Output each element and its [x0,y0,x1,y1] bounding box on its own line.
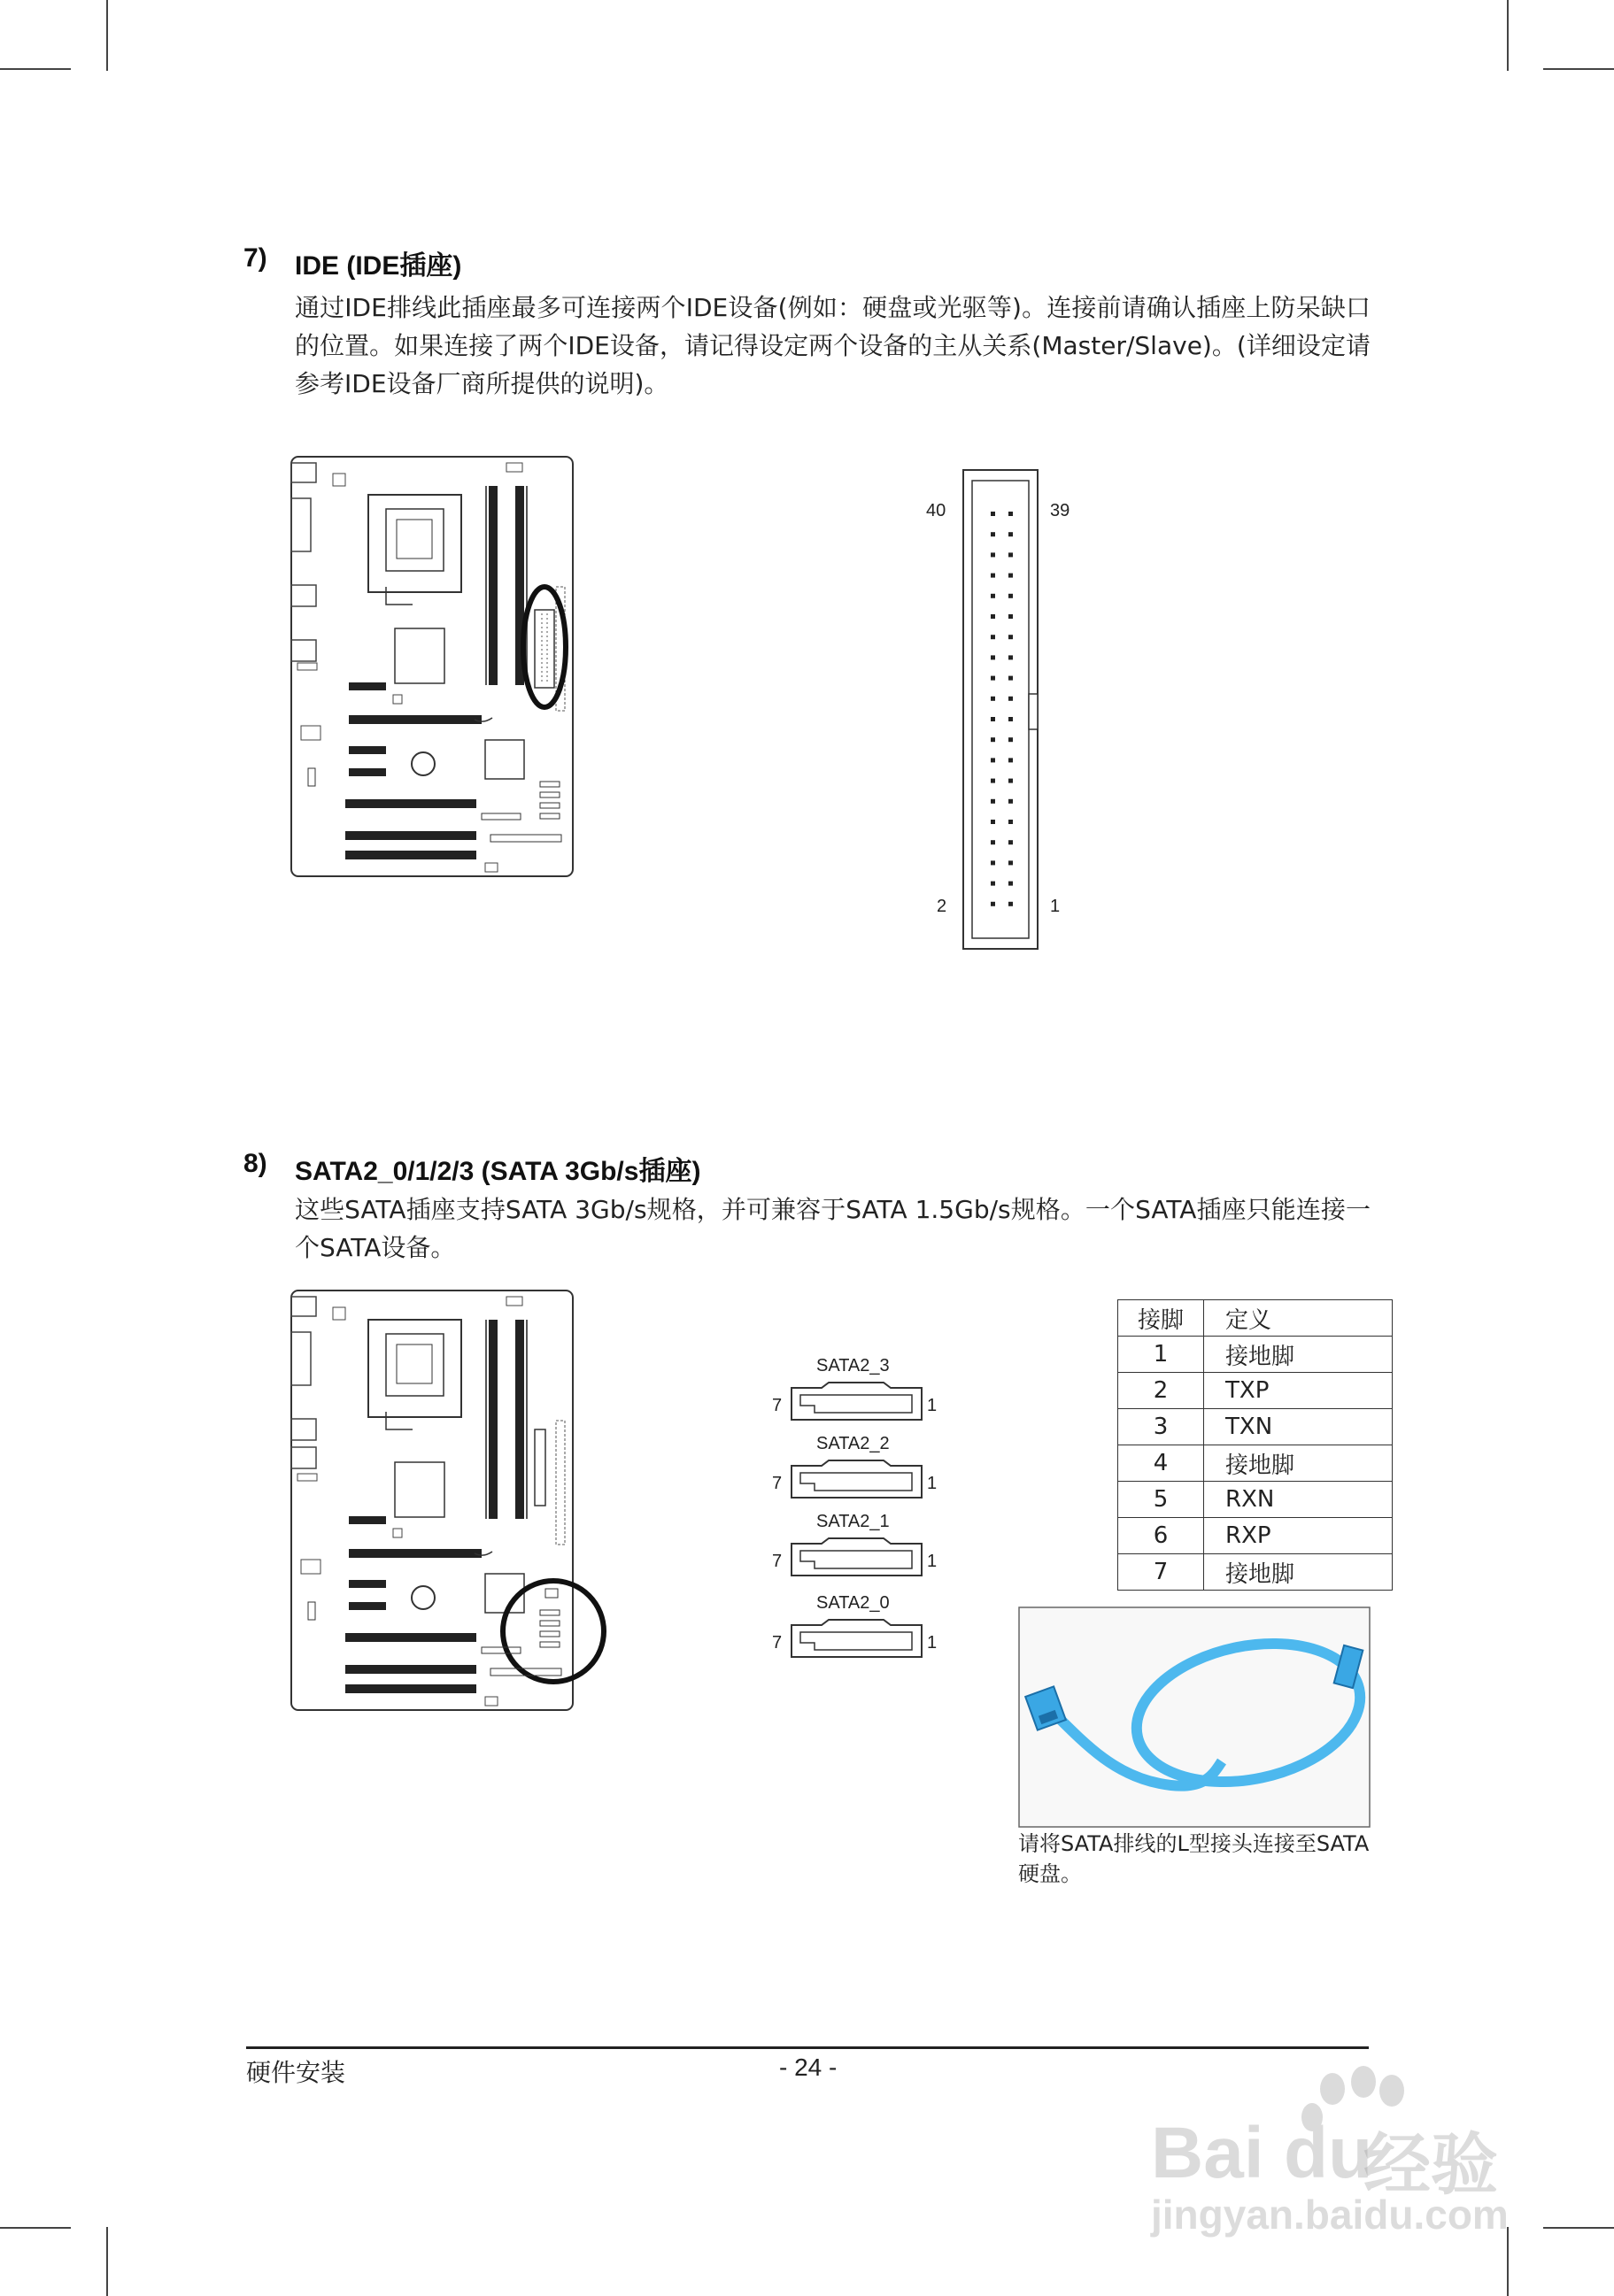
pin-number-cell: 6 [1118,1518,1204,1554]
sata-pin-1-label: 1 [927,1396,938,1415]
watermark-text: 经验 jingyan.baidu.com [1151,2125,1509,2238]
section-8-paragraph: 这些SATA插座支持SATA 3Gb/s规格，并可兼容于SATA 1.5Gb/s规格。一个SATA插座只能连接一个SATA设备。 [295,1195,1371,1262]
ide-pin [991,717,995,721]
crop-mark [0,68,71,70]
ide-pin [991,820,995,824]
pin-definition-cell: RXN [1204,1482,1393,1518]
ide-pin [1008,697,1013,701]
pin-number-cell: 3 [1118,1409,1204,1445]
pin-number-cell: 7 [1118,1554,1204,1591]
table-row [1118,1445,1393,1482]
page-number: - 24 - [779,2053,838,2081]
ide-pin-1-label: 1 [1050,897,1061,916]
sata-pin-1-label: 1 [927,1474,938,1493]
pin-definition-cell: TXP [1204,1373,1393,1409]
ide-pin [991,614,995,619]
pin-number-cell: 5 [1118,1482,1204,1518]
ide-pin [991,902,995,906]
ide-pin-40-label: 40 [926,501,946,520]
ide-pin [1008,779,1013,783]
table-row [1118,1518,1393,1554]
sata-pin-7-label: 7 [772,1633,783,1653]
sata-port-name: SATA2_3 [816,1356,890,1375]
sata-connector-shape [788,1537,925,1583]
ide-pin [1008,614,1013,619]
table-header-row [1118,1300,1393,1337]
ide-pin [991,512,995,516]
ide-pin-39-label: 39 [1050,501,1070,520]
svg-text:Bai: Bai [1151,2113,1264,2193]
ide-pin [991,860,995,865]
ide-pin [991,697,995,701]
sata-port-name: SATA2_2 [816,1434,890,1453]
ide-pin [1008,552,1013,557]
ide-pin [1008,574,1013,578]
ide-pin [1008,860,1013,865]
sata-pin-table [1117,1299,1393,1591]
ide-pin [991,882,995,886]
crop-mark [106,2227,108,2296]
ide-pin [991,635,995,639]
motherboard-sata-diagram [289,1288,625,1713]
ide-pin [1008,717,1013,721]
sata-port-name: SATA2_1 [816,1512,890,1531]
ide-pin [991,840,995,844]
ide-pin [1008,820,1013,824]
svg-text:du: du [1284,2113,1373,2193]
sata-connector-shape [788,1459,925,1505]
sata-pin-7-label: 7 [772,1396,783,1415]
ide-pin [991,737,995,742]
pin-number-cell: 2 [1118,1373,1204,1409]
ide-pin [1008,594,1013,598]
ide-pin [1008,902,1013,906]
pin-definition-cell: TXN [1204,1409,1393,1445]
sata-pin-7-label: 7 [772,1552,783,1571]
sata-port-name: SATA2_0 [816,1593,890,1613]
crop-mark [0,2227,71,2229]
pin-definition-cell: 接地脚 [1204,1445,1393,1482]
ide-pin [991,676,995,681]
table-row [1118,1554,1393,1591]
ide-pin [991,574,995,578]
ide-pin [991,758,995,762]
motherboard-ide-diagram [289,454,576,879]
ide-pin [991,594,995,598]
table-row [1118,1373,1393,1409]
section-7-paragraph: 通过IDE排线此插座最多可连接两个IDE设备(例如：硬盘或光驱等)。连接前请确认插座上防呆缺口的位置。如果连接了两个IDE设备，请记得设定两个设备的主从关系(Master/Slave)。(详细设定请参考IDE设备厂商所提供的说明)。 [295,293,1371,398]
pin-number-cell: 4 [1118,1445,1204,1482]
sata-connector-shape [788,1381,925,1427]
pin-definition-cell: 接地脚 [1204,1337,1393,1373]
section-7-title: IDE (IDE插座) [295,251,462,281]
ide-pin [1008,655,1013,659]
table-row [1118,1482,1393,1518]
section-8-title: SATA2_0/1/2/3 (SATA 3Gb/s插座) [295,1157,701,1186]
section-7-number: 7) [243,243,267,273]
sata-pin-1-label: 1 [927,1552,938,1571]
ide-pin [991,779,995,783]
section-8-number: 8) [243,1149,267,1178]
crop-mark [1543,68,1614,70]
ide-pin [1008,635,1013,639]
sata-connector-shape [788,1618,925,1664]
footer-rule [246,2046,1369,2049]
pin-definition-cell: RXP [1204,1518,1393,1554]
sata-cable-photo [1018,1606,1371,1828]
ide-pin [991,532,995,536]
crop-mark [1543,2227,1614,2229]
ide-pin [1008,737,1013,742]
table-row [1118,1409,1393,1445]
pin-number-cell: 1 [1118,1337,1204,1373]
cable-caption: 请将SATA排线的L型接头连接至SATA硬盘。 [1018,1831,1370,1886]
ide-pin [991,655,995,659]
ide-pin [991,799,995,804]
crop-mark [106,0,108,71]
ide-pin [1008,758,1013,762]
sata-pin-1-label: 1 [927,1633,938,1653]
definition-column-header: 定义 [1204,1300,1393,1337]
ide-pin [1008,799,1013,804]
ide-pin [1008,840,1013,844]
ide-pin [1008,512,1013,516]
footer-section-label: 硬件安装 [246,2058,346,2087]
pin-column-header: 接脚 [1118,1300,1204,1337]
table-row [1118,1337,1393,1373]
ide-pin [1008,532,1013,536]
ide-pin [1008,882,1013,886]
crop-mark [1507,0,1509,71]
ide-pin [1008,676,1013,681]
sata-pin-7-label: 7 [772,1474,783,1493]
ide-connector-pinout [921,467,1045,952]
ide-pin-2-label: 2 [937,897,947,916]
pin-definition-cell: 接地脚 [1204,1554,1393,1591]
ide-pin [991,552,995,557]
